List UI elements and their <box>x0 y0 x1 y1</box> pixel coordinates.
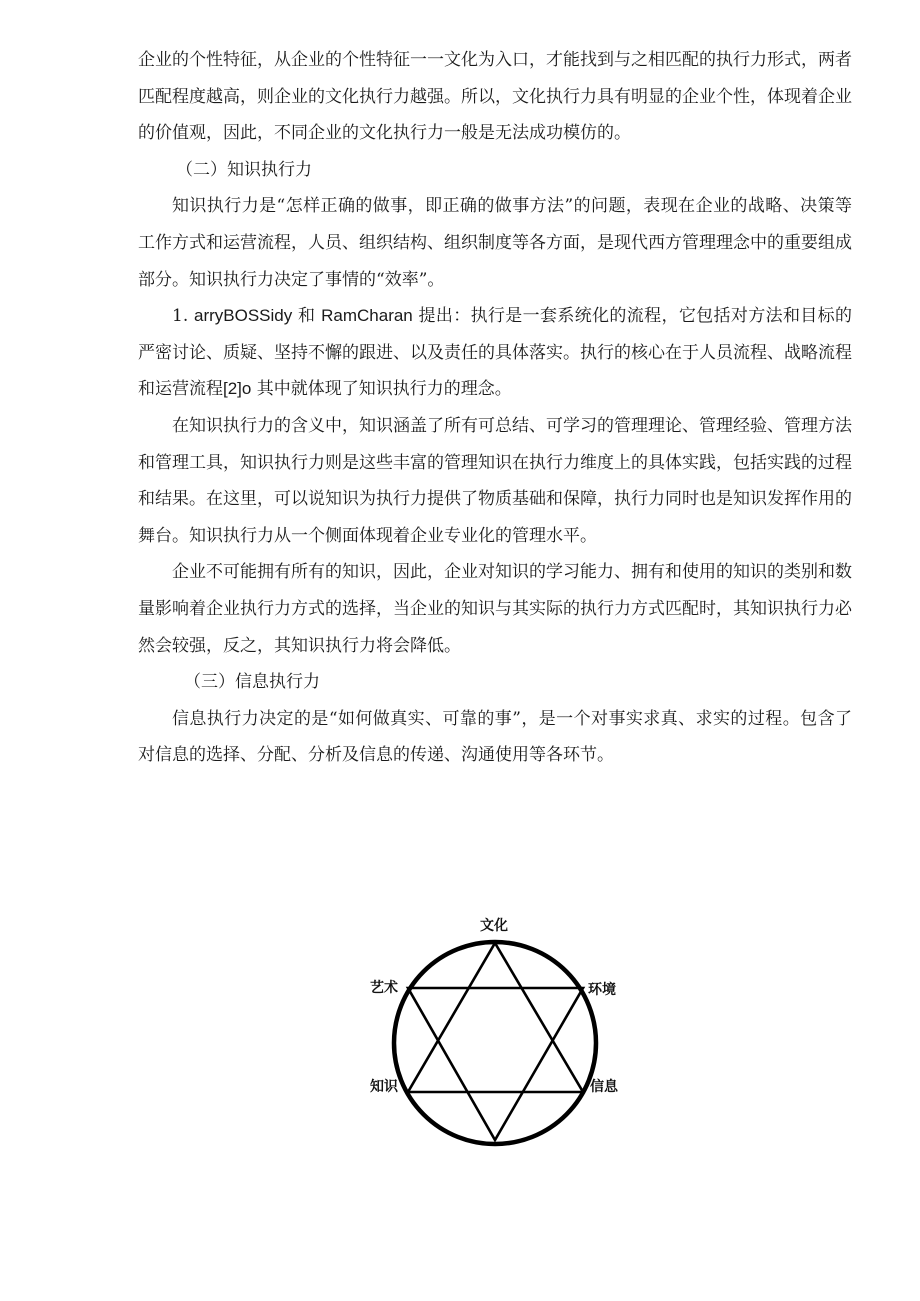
label-environment: 环境 <box>588 982 616 998</box>
author-name-charan: RamCharan <box>321 306 413 326</box>
label-culture: 文化 <box>480 918 508 934</box>
conjunction-text: 和 <box>292 306 322 327</box>
label-information: 信息 <box>590 1079 618 1095</box>
quote-text-end: 其中就体现了知识执行力的理念。 <box>251 379 512 400</box>
section-heading-information-execution: （三）信息执行力 <box>184 672 320 693</box>
paragraph-knowledge-meaning: 在知识执行力的含义中，知识涵盖了所有可总结、可学习的管理理论、管理经验、管理方法和管理工具，知识执行力则是这些丰富的管理知识在执行力维度上的具体实践，包括实践的过程和结果。在这里，可以说知识为执行力提供了物质基础和保障，执行力同时也是知识发挥作用的舞台。知识执行力从一个侧面体现着企业专业化的管理水平。 <box>138 415 852 546</box>
hexagram-svg <box>360 912 630 1152</box>
outer-circle <box>394 942 596 1144</box>
paragraph-information-definition: 信息执行力决定的是“如何做真实、可靠的事”，是一个对事实求真、求实的过程。包含了对信息的选择、分配、分析及信息的传递、沟通使用等各环节。 <box>138 708 852 766</box>
list-number: 1. <box>172 306 194 327</box>
hexagram-diagram <box>360 912 630 1152</box>
label-art: 艺术 <box>370 980 398 996</box>
downward-triangle <box>408 988 583 1140</box>
document-body <box>138 42 852 774</box>
citation-ref: [2]o <box>223 379 252 399</box>
section-heading-knowledge-execution: （二）知识执行力 <box>176 159 312 180</box>
quote-text: 提出：执行是一套系统化的流程，它包括对方法和目标的严密讨论、质疑、坚持不懈的跟进、以及责任的具体落实。执行的核心在于人员流程、战略流程和运营流程 <box>138 306 853 400</box>
author-name-bossidy: arryBOSSidy <box>193 306 293 326</box>
paragraph-knowledge-ability: 企业不可能拥有所有的知识，因此，企业对知识的学习能力、拥有和使用的知识的类别和数量影响着企业执行力方式的选择，当企业的知识与其实际的执行力方式匹配时，其知识执行力必然会较强，反之，其知识执行力将会降低。 <box>138 562 852 656</box>
paragraph-culture-continued: 企业的个性特征，从企业的个性特征一一文化为入口，才能找到与之相匹配的执行力形式，两者匹配程度越高，则企业的文化执行力越强。所以，文化执行力具有明显的企业个性，体现着企业的价值观，因此，不同企业的文化执行力一般是无法成功模仿的。 <box>138 50 852 144</box>
paragraph-bossidy-charan <box>138 298 852 408</box>
paragraph-knowledge-definition: 知识执行力是“怎样正确的做事，即正确的做事方法”的问题，表现在企业的战略、决策等工作方式和运营流程，人员、组织结构、组织制度等各方面，是现代西方管理理念中的重要组成部分。知识执行力决定了事情的“效率”。 <box>138 196 852 290</box>
label-knowledge: 知识 <box>370 1079 398 1095</box>
